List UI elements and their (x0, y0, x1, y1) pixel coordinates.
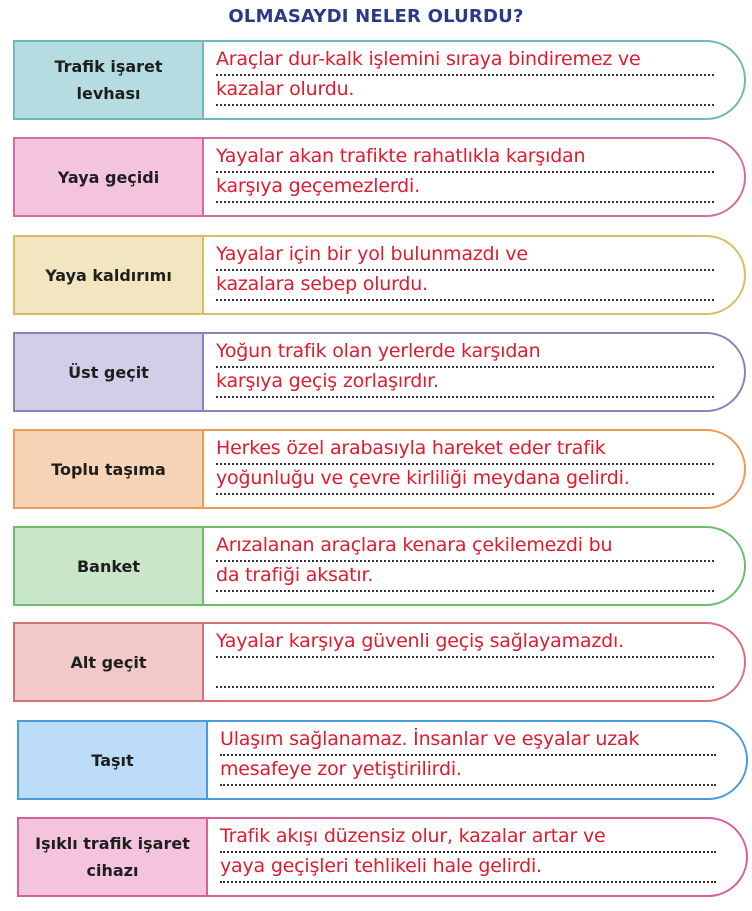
dotted-line (216, 74, 714, 76)
dotted-line (216, 656, 714, 658)
term-label: Alt geçit (15, 624, 204, 700)
answer-field[interactable] (204, 624, 744, 700)
answer-line-1: Yayalar akan trafikte rahatlıkla karşıdan (216, 145, 586, 167)
term-label: Yaya kaldırımı (15, 237, 204, 313)
term-label: Taşıt (19, 722, 208, 798)
row-isikli-trafik-isaret-cihazi (17, 817, 748, 897)
answer-line-2: mesafeye zor yetiştirilirdi. (220, 758, 462, 780)
dotted-line (216, 201, 714, 203)
page-title: OLMASAYDI NELER OLURDU? (228, 6, 524, 27)
answer-line-1: Arızalanan araçlara kenara çekilemezdi bu (216, 534, 613, 556)
answer-line-1: Ulaşım sağlanamaz. İnsanlar ve eşyalar uzak (220, 728, 640, 750)
answer-field[interactable] (204, 42, 744, 118)
term-label: Işıklı trafik işaret cihazı (19, 819, 208, 895)
answer-field[interactable] (204, 334, 744, 410)
dotted-line (216, 104, 714, 106)
answer-line-2: yaya geçişleri tehlikeli hale gelirdi. (220, 855, 542, 877)
answer-field[interactable] (204, 431, 744, 507)
dotted-line (220, 754, 716, 756)
term-label: Yaya geçidi (15, 139, 204, 215)
answer-field[interactable] (204, 139, 744, 215)
dotted-line (216, 493, 714, 495)
answer-line-1: Trafik akışı düzensiz olur, kazalar artar ve (220, 825, 606, 847)
answer-line-1: Yayalar karşıya güvenli geçiş sağlayamazdı. (216, 630, 624, 652)
row-yaya-gecidi (13, 137, 746, 217)
dotted-line (216, 299, 714, 301)
row-toplu-tasima (13, 429, 746, 509)
term-label: Trafik işaret levhası (15, 42, 204, 118)
row-alt-gecit (13, 622, 746, 702)
row-tasit (17, 720, 748, 800)
dotted-line (216, 560, 714, 562)
row-trafik-isaret-levhasi (13, 40, 746, 120)
dotted-line (216, 366, 714, 368)
row-ust-gecit (13, 332, 746, 412)
row-banket (13, 526, 746, 606)
term-label: Banket (15, 528, 204, 604)
answer-field[interactable] (204, 528, 744, 604)
answer-field[interactable] (208, 819, 746, 895)
term-label: Üst geçit (15, 334, 204, 410)
dotted-line (216, 686, 714, 688)
dotted-line (216, 463, 714, 465)
answer-line-1: Yoğun trafik olan yerlerde karşıdan (216, 340, 541, 362)
dotted-line (220, 881, 716, 883)
answer-field[interactable] (204, 237, 744, 313)
answer-line-1: Herkes özel arabasıyla hareket eder trafik (216, 437, 606, 459)
answer-line-2: kazalara sebep olurdu. (216, 273, 428, 295)
answer-line-2: kazalar olurdu. (216, 78, 355, 100)
answer-line-2: yoğunluğu ve çevre kirliliği meydana gelirdi. (216, 467, 630, 489)
answer-line-2: da trafiği aksatır. (216, 564, 374, 586)
answer-line-1: Yayalar için bir yol bulunmazdı ve (216, 243, 528, 265)
row-yaya-kaldirimi (13, 235, 746, 315)
answer-line-1: Araçlar dur-kalk işlemini sıraya bindiremez ve (216, 48, 641, 70)
term-label: Toplu taşıma (15, 431, 204, 507)
answer-field[interactable] (208, 722, 746, 798)
dotted-line (216, 171, 714, 173)
dotted-line (220, 851, 716, 853)
dotted-line (216, 396, 714, 398)
dotted-line (216, 269, 714, 271)
dotted-line (220, 784, 716, 786)
answer-line-2: karşıya geçemezlerdi. (216, 175, 420, 197)
answer-line-2: karşıya geçiş zorlaşırdır. (216, 370, 439, 392)
dotted-line (216, 590, 714, 592)
